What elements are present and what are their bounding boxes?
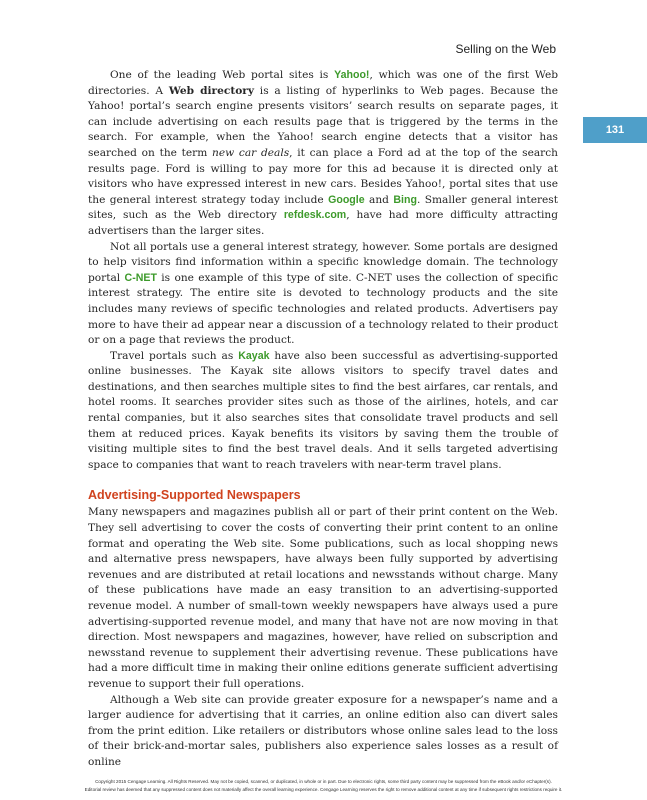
- link-bing[interactable]: Bing: [393, 193, 417, 206]
- text: One of the leading Web portal sites is: [110, 69, 335, 81]
- text: is one example of this type of site. C-NET uses the collection of specific interest strategy. The entire site is devoted to technology products and the site includes many reviews of specific technologies and related products. Advertisers pay more to have their ad appear near a discussion of a technology related to their product or on a page that reviews the product.: [88, 271, 558, 347]
- text: . Smaller general interest sites, such as the Web directory: [88, 193, 558, 222]
- footer-line: Copyright 2015 Cengage Learning. All Rights Reserved. May not be copied, scanned, or duplicated, in whole or in part. Due to electronic rights, some third party content may be suppressed from the eBook and/or eChapter(s).: [95, 779, 552, 784]
- link-google[interactable]: Google: [328, 193, 365, 206]
- text: have also been successful as advertising-supported online businesses. The Kayak site allows visitors to specify travel dates and destinations, and then searches multiple sites to find the best airfares, car rentals, and hotel rooms. It searches provider sites such as those of the airlines, hotels, and car rental companies, but it also searches sites that consolidate travel products and sell them at reduced prices. Kayak benefits its visitors by saving them the trouble of visiting multiple sites to find the best travel deals. And it sells targeted advertising space to companies that want to reach travelers with near-term travel plans.: [88, 349, 558, 471]
- section-heading: Advertising-Supported Newspapers: [88, 488, 301, 503]
- paragraph: [88, 68, 558, 240]
- emphasis: new car deals: [212, 146, 290, 159]
- paragraph: Although a Web site can provide greater exposure for a newspaper’s name and a larger audience for advertising that it carries, an online edition also can divert sales from the print edition. Like retailers or distributors whose online sales lead to the loss of their brick-and-mortar sales, publishers also experience sales losses as a result of online: [88, 693, 558, 768]
- text: , have had more difficulty attracting advertisers than the larger sites.: [88, 209, 558, 237]
- key-term: Web directory: [168, 84, 255, 97]
- text: , which was one of the first Web directories. A: [88, 69, 558, 97]
- copyright-footer: [0, 778, 647, 794]
- body-text: [88, 68, 558, 771]
- text: , it can place a Ford ad at the top of the search results page. Ford is willing to pay more for this ad because it is directed only at visitors who have expressed interest in new cars. Besides Yahoo!, portal sites that use the general interest strategy today include: [88, 146, 558, 206]
- text: and: [364, 193, 394, 206]
- footer-line: Editorial review has deemed that any suppressed content does not materially affect the overall learning experience. Cengage Learning reserves the right to remove additional content at any time if subsequent rights restrictions require it.: [84, 787, 563, 792]
- paragraph: [88, 240, 558, 349]
- paragraph: [88, 349, 558, 474]
- link-cnet[interactable]: C-NET: [124, 271, 157, 284]
- link-kayak[interactable]: Kayak: [238, 349, 270, 362]
- paragraph: Many newspapers and magazines publish all or part of their print content on the Web. They sell advertising to cover the costs of converting their print content to an online format and operating the Web site. Some publications, such as local shopping news and alternative press newspapers, have always been fully supported by advertising revenues and are distributed at retail locations and newsstands without charge. Many of these publications have made an easy transition to an advertising-supported revenue model. A number of small-town weekly newspapers have always used a pure advertising-supported revenue model, and many that have not are now moving in that direction. Most newspapers and magazines, however, have relied on subscription and newsstand revenue to supplement their advertising revenue. These publications have had a more difficult time in making their online editions generate sufficient advertising revenue to support their full operations.: [88, 506, 558, 690]
- running-head: Selling on the Web: [455, 42, 556, 56]
- text: Travel portals such as: [110, 349, 239, 362]
- link-refdesk[interactable]: refdesk.com: [283, 209, 347, 222]
- text: is a listing of hyperlinks to Web pages. Because the Yahoo! portal’s search engine presents visitors’ search results on separate pages, it can include advertising on each results page that is triggered by the terms in the search. For example, when the Yahoo! search engine detects that a visitor has searched on the term: [88, 84, 558, 159]
- text: Not all portals use a general interest strategy, however. Some portals are designed to help visitors find information within a specific knowledge domain. The technology portal: [88, 240, 558, 284]
- page-number: 131: [583, 117, 647, 143]
- link-yahoo[interactable]: Yahoo!: [334, 69, 370, 81]
